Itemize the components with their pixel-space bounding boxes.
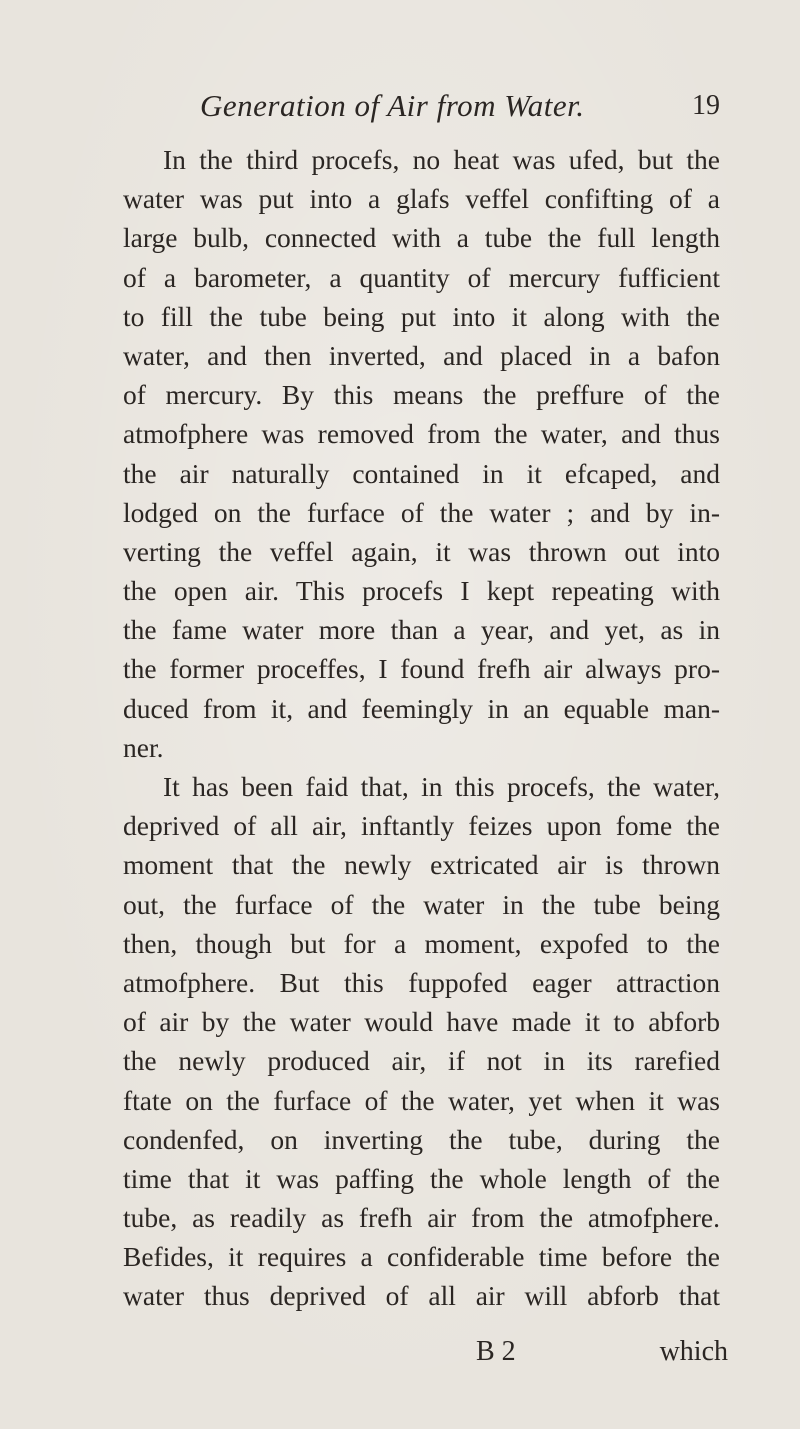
text-line: water was put into a glafs veffel confifting of a bbox=[123, 183, 720, 215]
text-line: water thus deprived of all air will abforb that bbox=[123, 1280, 720, 1312]
text-line: large bulb, connected with a tube the full length bbox=[123, 222, 720, 254]
text-line: of air by the water would have made it to abforb bbox=[123, 1006, 720, 1038]
text-line: then, though but for a moment, expofed to the bbox=[123, 927, 720, 959]
page-footer bbox=[123, 1336, 728, 1372]
running-title: Generation of Air from Water. bbox=[200, 88, 585, 123]
text-line: Befides, it requires a confiderable time before the bbox=[123, 1241, 720, 1273]
text-line: ner. bbox=[123, 731, 164, 763]
text-line: the air naturally contained in it efcaped, and bbox=[123, 457, 720, 489]
text-line: the open air. This procefs I kept repeating with bbox=[123, 575, 720, 607]
running-head bbox=[200, 88, 720, 128]
text-line: of a barometer, a quantity of mercury fufficient bbox=[123, 261, 720, 293]
text-line: the fame water more than a year, and yet, as in bbox=[123, 614, 720, 646]
body-text bbox=[123, 140, 720, 1316]
text-line: to fill the tube being put into it along with the bbox=[123, 300, 720, 332]
text-line: atmofphere was removed from the water, and thus bbox=[123, 418, 720, 450]
text-line: water, and then inverted, and placed in a bafon bbox=[123, 339, 720, 371]
text-line: deprived of all air, inftantly feizes upon fome the bbox=[123, 810, 720, 842]
text-line: duced from it, and feemingly in an equable man- bbox=[123, 692, 720, 724]
text-line: moment that the newly extricated air is thrown bbox=[123, 849, 720, 881]
text-line: tube, as readily as frefh air from the atmofphere. bbox=[123, 1202, 720, 1234]
catchword: which bbox=[659, 1336, 728, 1367]
text-line: verting the veffel again, it was thrown out into bbox=[123, 535, 720, 567]
text-line: It has been faid that, in this procefs, the water, bbox=[163, 771, 720, 802]
text-line: time that it was paffing the whole length of the bbox=[123, 1162, 720, 1194]
text-line: condenfed, on inverting the tube, during the bbox=[123, 1123, 720, 1155]
text-line: the former proceffes, I found frefh air always pro- bbox=[123, 653, 720, 685]
text-line: the newly produced air, if not in its rarefied bbox=[123, 1045, 720, 1077]
text-line: atmofphere. But this fuppofed eager attraction bbox=[123, 966, 720, 998]
text-line: out, the furface of the water in the tube being bbox=[123, 888, 720, 920]
text-line: of mercury. By this means the preffure of the bbox=[123, 379, 720, 411]
text-line: lodged on the furface of the water ; and by in- bbox=[123, 496, 720, 528]
text-line: In the third procefs, no heat was ufed, but the bbox=[163, 144, 720, 175]
text-line: ftate on the furface of the water, yet when it was bbox=[123, 1084, 720, 1116]
signature-mark: B 2 bbox=[476, 1336, 516, 1367]
page-number: 19 bbox=[692, 90, 720, 121]
